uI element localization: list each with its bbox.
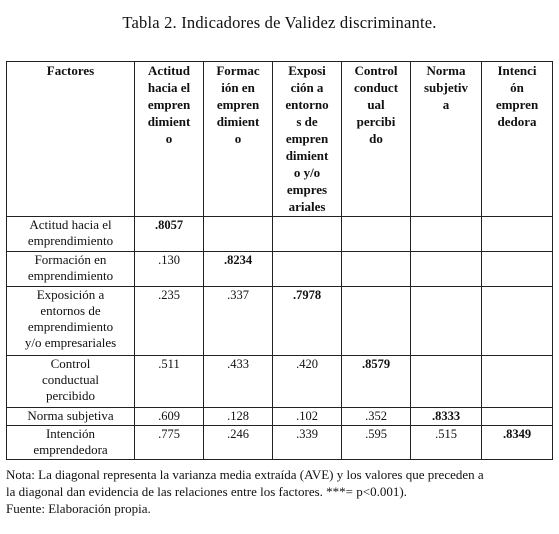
header-line: ión en <box>221 80 255 95</box>
header-line: o y/o <box>293 165 321 180</box>
table-cell: .609 <box>135 408 204 426</box>
table-cell <box>411 287 482 356</box>
header-line: dimient <box>216 114 260 129</box>
header-line: empren <box>285 131 329 146</box>
header-line: Actitud <box>148 63 190 78</box>
header-line: hacia el <box>147 80 191 95</box>
table-cell: .433 <box>204 356 273 408</box>
header-line: ual <box>367 97 385 112</box>
header-line: entorno <box>285 97 329 112</box>
table-cell: .337 <box>204 287 273 356</box>
header-row <box>7 62 553 217</box>
header-line: empren <box>216 97 260 112</box>
diagonal-ave-cell: .8057 <box>135 217 204 252</box>
header-line: Norma <box>426 63 466 78</box>
diagonal-ave-cell: .7978 <box>273 287 342 356</box>
header-line: dimient <box>147 114 191 129</box>
diagonal-ave-cell: .8579 <box>342 356 411 408</box>
table-cell <box>273 252 342 287</box>
table-row <box>7 426 553 460</box>
header-line: dimient <box>285 148 329 163</box>
discriminant-validity-table <box>6 61 553 460</box>
table-cell <box>342 287 411 356</box>
note-line-2: la diagonal dan evidencia de las relaciones entre los factores. ***= p<0.001). <box>6 484 407 499</box>
row-label-line: Exposición a <box>36 287 105 302</box>
row-label <box>7 217 135 252</box>
table-row <box>7 252 553 287</box>
table-cell <box>342 217 411 252</box>
source-line: Fuente: Elaboración propia. <box>6 501 151 516</box>
row-label-line: Control <box>50 356 91 371</box>
header-line: s de <box>296 114 318 129</box>
header-line: empren <box>147 97 191 112</box>
header-line: Control <box>354 63 398 78</box>
row-label-line: entornos de <box>40 303 101 318</box>
table-cell: .130 <box>135 252 204 287</box>
header-line: do <box>369 131 383 146</box>
table-cell <box>482 356 553 408</box>
table-notes <box>6 466 558 517</box>
table-cell: .775 <box>135 426 204 460</box>
table-cell: .246 <box>204 426 273 460</box>
table-cell <box>342 252 411 287</box>
header-line: Intenci <box>497 63 537 78</box>
header-col-exposicion <box>273 62 342 217</box>
header-line: a <box>442 97 450 112</box>
table-cell: .102 <box>273 408 342 426</box>
row-label-line: conductual <box>41 372 100 387</box>
row-label <box>7 287 135 356</box>
row-label-line: percibido <box>45 388 96 403</box>
row-label-line: Norma subjetiva <box>27 408 114 423</box>
row-label <box>7 252 135 287</box>
header-col-formacion <box>204 62 273 217</box>
header-line: empres <box>286 182 328 197</box>
header-col-norma <box>411 62 482 217</box>
table-row <box>7 287 553 356</box>
header-factores: Factores <box>7 62 135 217</box>
header-line: percibi <box>356 114 396 129</box>
row-label-line: Formación en <box>34 252 107 267</box>
table-cell <box>482 252 553 287</box>
table-cell <box>482 287 553 356</box>
row-label-line: Actitud hacia el <box>29 217 112 232</box>
note-line-1: Nota: La diagonal representa la varianza media extraída (AVE) y los valores que preceden a <box>6 467 484 482</box>
table-cell: .352 <box>342 408 411 426</box>
header-col-actitud <box>135 62 204 217</box>
table-cell <box>411 356 482 408</box>
table-cell: .339 <box>273 426 342 460</box>
header-line: conduct <box>353 80 399 95</box>
table-cell <box>411 252 482 287</box>
table-cell <box>482 408 553 426</box>
table-title: Tabla 2. Indicadores de Validez discriminante. <box>122 13 437 32</box>
header-line: o <box>165 131 173 146</box>
header-line: subjetiv <box>423 80 469 95</box>
table-cell <box>482 217 553 252</box>
table-cell <box>273 217 342 252</box>
row-label-line: emprendimiento <box>27 319 114 334</box>
diagonal-ave-cell: .8234 <box>204 252 273 287</box>
row-label-line: emprendimiento <box>27 268 114 283</box>
header-line: dedora <box>497 114 537 129</box>
header-col-intencion <box>482 62 553 217</box>
header-line: empren <box>495 97 539 112</box>
table-cell: .420 <box>273 356 342 408</box>
table-cell <box>204 217 273 252</box>
row-label-line: emprendedora <box>33 442 108 457</box>
row-label <box>7 408 135 426</box>
diagonal-ave-cell: .8349 <box>482 426 553 460</box>
row-label <box>7 426 135 460</box>
header-line: Formac <box>216 63 260 78</box>
table-row <box>7 408 553 426</box>
header-col-control <box>342 62 411 217</box>
row-label-line: Intención <box>45 426 96 441</box>
table-cell: .515 <box>411 426 482 460</box>
row-label <box>7 356 135 408</box>
table-row <box>7 356 553 408</box>
table-cell: .235 <box>135 287 204 356</box>
header-line: ón <box>510 80 524 95</box>
row-label-line: y/o empresariales <box>24 335 117 350</box>
row-label-line: emprendimiento <box>27 233 114 248</box>
table-row <box>7 217 553 252</box>
table-cell: .511 <box>135 356 204 408</box>
table-cell <box>411 217 482 252</box>
header-line: ariales <box>288 199 326 214</box>
header-line: Exposi <box>288 63 326 78</box>
table-cell: .595 <box>342 426 411 460</box>
header-line: o <box>234 131 242 146</box>
diagonal-ave-cell: .8333 <box>411 408 482 426</box>
header-line: ción a <box>290 80 324 95</box>
table-cell: .128 <box>204 408 273 426</box>
